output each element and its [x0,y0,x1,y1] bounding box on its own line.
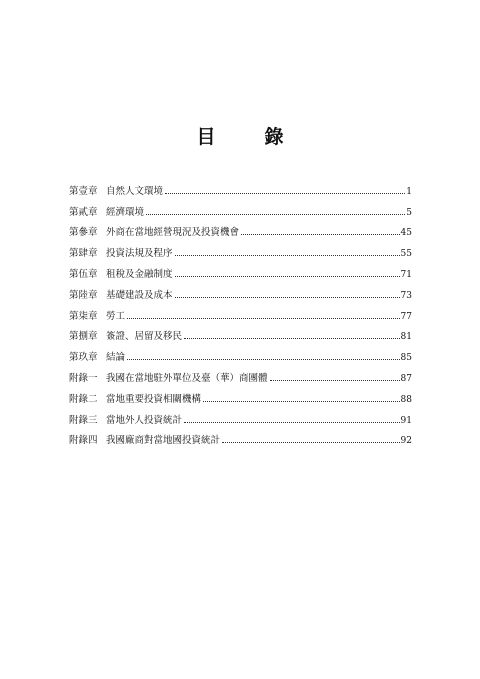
toc-entry-chapter-6[interactable] [69,280,412,301]
toc-chapter-title: 自然人文環境 [106,185,164,197]
toc-chapter-number: 第貳章 [69,206,98,218]
toc-chapter-title: 租稅及金融制度 [106,268,173,280]
toc-page-number: 81 [400,332,412,343]
dot-leader [175,255,400,256]
toc-chapter-number: 第參章 [69,227,98,239]
toc-page-number: 77 [400,311,412,322]
toc-chapter-title: 當地重要投資相關機構 [106,393,202,405]
toc-page-number: 71 [400,269,412,280]
toc-chapter-title: 外商在當地經營現況及投資機會 [106,227,240,239]
dot-leader [222,442,400,443]
page-title: 目 錄 [196,126,299,148]
toc-page-number: 92 [400,436,412,447]
table-of-contents [69,176,412,446]
dot-leader [184,422,400,423]
toc-chapter-number: 第肆章 [69,248,98,260]
dot-leader [270,380,400,381]
toc-entry-appendix-4[interactable] [69,426,412,447]
toc-chapter-title: 投資法規及程序 [106,248,173,260]
toc-page-number: 5 [406,207,412,218]
toc-chapter-number: 附錄一 [69,372,98,384]
toc-page-number: 91 [400,415,412,426]
toc-chapter-number: 第壹章 [69,185,98,197]
toc-chapter-title: 結論 [106,352,126,364]
dot-leader [146,214,405,215]
toc-chapter-title: 簽證、居留及移民 [106,331,183,343]
toc-page-number: 85 [400,353,412,364]
toc-entry-appendix-3[interactable] [69,405,412,426]
toc-page-number: 45 [400,228,412,239]
toc-chapter-number: 附錄四 [69,435,98,447]
dot-leader [175,276,400,277]
dot-leader [184,338,400,339]
toc-page-number: 1 [406,186,412,197]
toc-chapter-number: 第玖章 [69,352,98,364]
dot-leader [175,297,400,298]
toc-page-number: 88 [400,394,412,405]
toc-entry-chapter-3[interactable] [69,218,412,239]
toc-entry-appendix-1[interactable] [69,363,412,384]
toc-entry-appendix-2[interactable] [69,384,412,405]
dot-leader [127,359,400,360]
toc-entry-chapter-4[interactable] [69,238,412,259]
toc-entry-chapter-8[interactable] [69,322,412,343]
toc-entry-chapter-5[interactable] [69,259,412,280]
dot-leader [127,318,400,319]
toc-chapter-title: 基礎建設及成本 [106,289,173,301]
toc-chapter-title: 我國廠商對當地國投資統計 [106,435,221,447]
dot-leader [165,193,405,194]
toc-chapter-title: 勞工 [106,310,126,322]
toc-chapter-number: 第捌章 [69,331,98,343]
toc-entry-chapter-7[interactable] [69,301,412,322]
toc-page-number: 87 [400,373,412,384]
dot-leader [203,401,400,402]
toc-page-number: 55 [400,249,412,260]
toc-chapter-number: 第伍章 [69,268,98,280]
toc-chapter-title: 經濟環境 [106,206,145,218]
toc-chapter-title: 我國在當地駐外單位及臺（華）商團體 [106,372,268,384]
toc-entry-chapter-2[interactable] [69,197,412,218]
toc-entry-chapter-9[interactable] [69,342,412,363]
dot-leader [241,234,400,235]
toc-chapter-title: 當地外人投資統計 [106,414,183,426]
toc-chapter-number: 第柒章 [69,310,98,322]
toc-chapter-number: 第陸章 [69,289,98,301]
toc-chapter-number: 附錄三 [69,414,98,426]
toc-entry-chapter-1[interactable] [69,176,412,197]
toc-chapter-number: 附錄二 [69,393,98,405]
toc-page-number: 73 [400,290,412,301]
